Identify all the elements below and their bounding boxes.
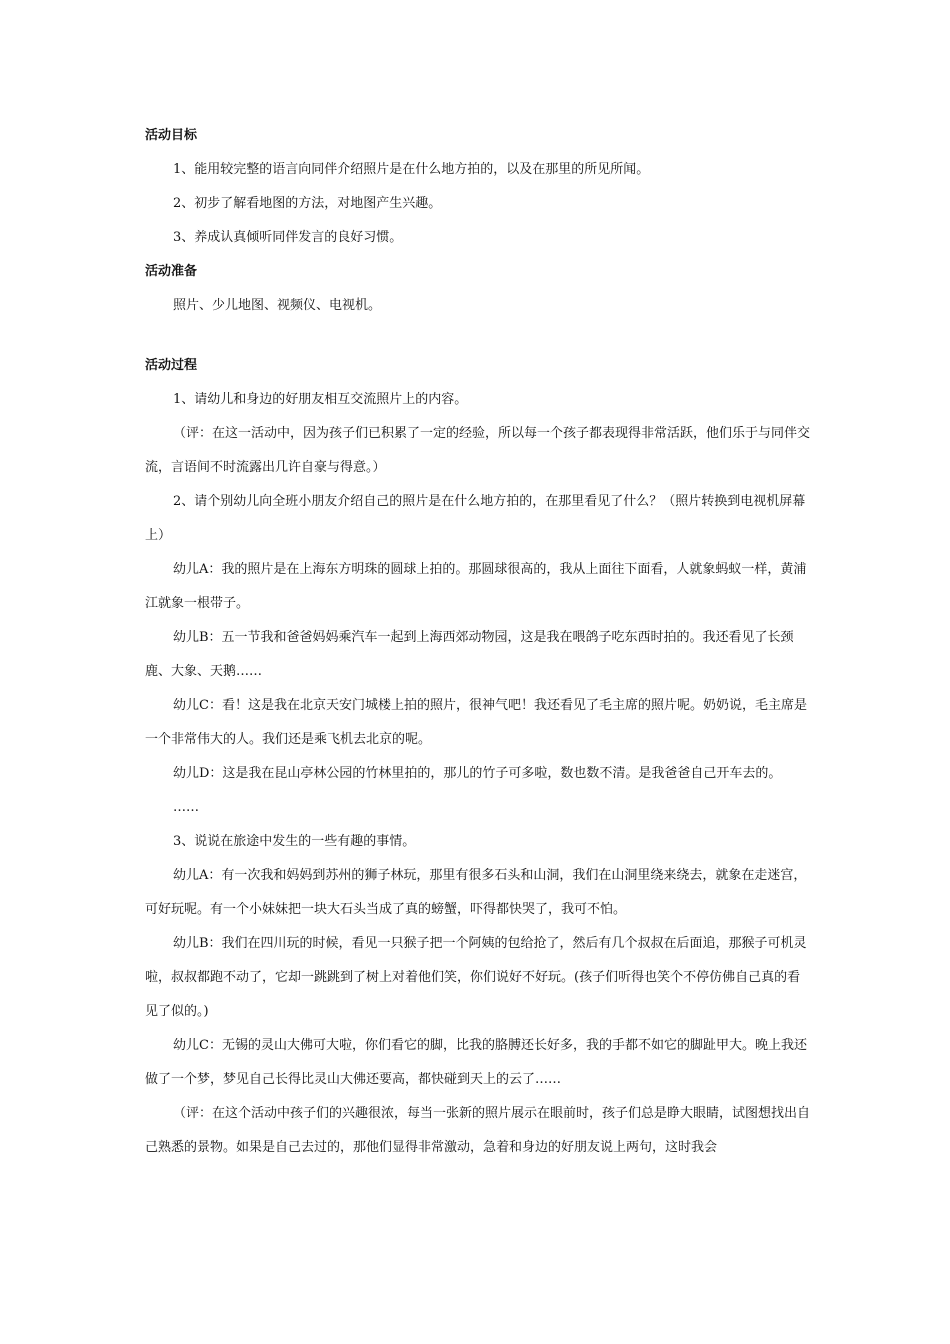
process-step-1: 1、请幼儿和身边的好朋友相互交流照片上的内容。 bbox=[173, 392, 468, 407]
heading-goals: 活动目标 bbox=[145, 128, 198, 143]
child-b-photo: 幼儿B：五一节我和爸爸妈妈乘汽车一起到上海西郊动物园，这是我在喂鸽子吃东西时拍的。我还看见了长颈鹿、大象、天鹅…… bbox=[145, 630, 794, 679]
document-body bbox=[145, 126, 810, 1158]
child-b-story: 幼儿B：我们在四川玩的时候，看见一只猴子把一个阿姨的包给抢了，然后有几个叔叔在后面追，那猴子可机灵啦，叔叔都跑不动了，它却一跳跳到了树上对着他们笑，你们说好不好玩。(孩子们听得也笑个不停仿佛自己真的看见了似的。) bbox=[145, 936, 807, 1019]
child-c-photo: 幼儿C：看！这是我在北京天安门城楼上拍的照片，很神气吧！我还看见了毛主席的照片呢。奶奶说，毛主席是一个非常伟大的人。我们还是乘飞机去北京的呢。 bbox=[145, 698, 807, 747]
ellipsis-line: …… bbox=[173, 800, 199, 815]
comment-1: （评：在这一活动中，因为孩子们已积累了一定的经验，所以每一个孩子都表现得非常活跃，他们乐于与同伴交流，言语间不时流露出几许自豪与得意。） bbox=[145, 426, 811, 475]
prep-text: 照片、少儿地图、视频仪、电视机。 bbox=[173, 298, 382, 313]
goal-item-1: 1、能用较完整的语言向同伴介绍照片是在什么地方拍的，以及在那里的所见所闻。 bbox=[173, 162, 650, 177]
goal-item-2: 2、初步了解看地图的方法，对地图产生兴趣。 bbox=[173, 196, 442, 211]
heading-process: 活动过程 bbox=[145, 358, 198, 373]
child-a-photo: 幼儿A：我的照片是在上海东方明珠的圆球上拍的。那圆球很高的，我从上面往下面看，人就象蚂蚁一样，黄浦江就象一根带子。 bbox=[145, 562, 807, 611]
goal-item-3: 3、养成认真倾听同伴发言的良好习惯。 bbox=[173, 230, 403, 245]
child-a-story: 幼儿A：有一次我和妈妈到苏州的狮子林玩，那里有很多石头和山洞，我们在山洞里绕来绕去，就象在走迷宫，可好玩呢。有一个小妹妹把一块大石头当成了真的螃蟹，吓得都快哭了，我可不怕。 bbox=[145, 868, 807, 917]
child-c-story: 幼儿C：无锡的灵山大佛可大啦，你们看它的脚，比我的胳膊还长好多，我的手都不如它的脚趾甲大。晚上我还做了一个梦，梦见自己长得比灵山大佛还要高，都快碰到天上的云了…… bbox=[145, 1038, 807, 1087]
process-step-2: 2、请个别幼儿向全班小朋友介绍自己的照片是在什么地方拍的，在那里看见了什么？（照片转换到电视机屏幕上） bbox=[145, 494, 806, 543]
comment-2: （评：在这个活动中孩子们的兴趣很浓，每当一张新的照片展示在眼前时，孩子们总是睁大眼睛，试图想找出自己熟悉的景物。如果是自己去过的，那他们显得非常激动，急着和身边的好朋友说上两句，这时我会 bbox=[145, 1106, 811, 1155]
process-step-3: 3、说说在旅途中发生的一些有趣的事情。 bbox=[173, 834, 416, 849]
child-d-photo: 幼儿D：这是我在昆山亭林公园的竹林里拍的，那儿的竹子可多啦，数也数不清。是我爸爸自己开车去的。 bbox=[173, 766, 782, 781]
heading-prep: 活动准备 bbox=[145, 264, 198, 279]
